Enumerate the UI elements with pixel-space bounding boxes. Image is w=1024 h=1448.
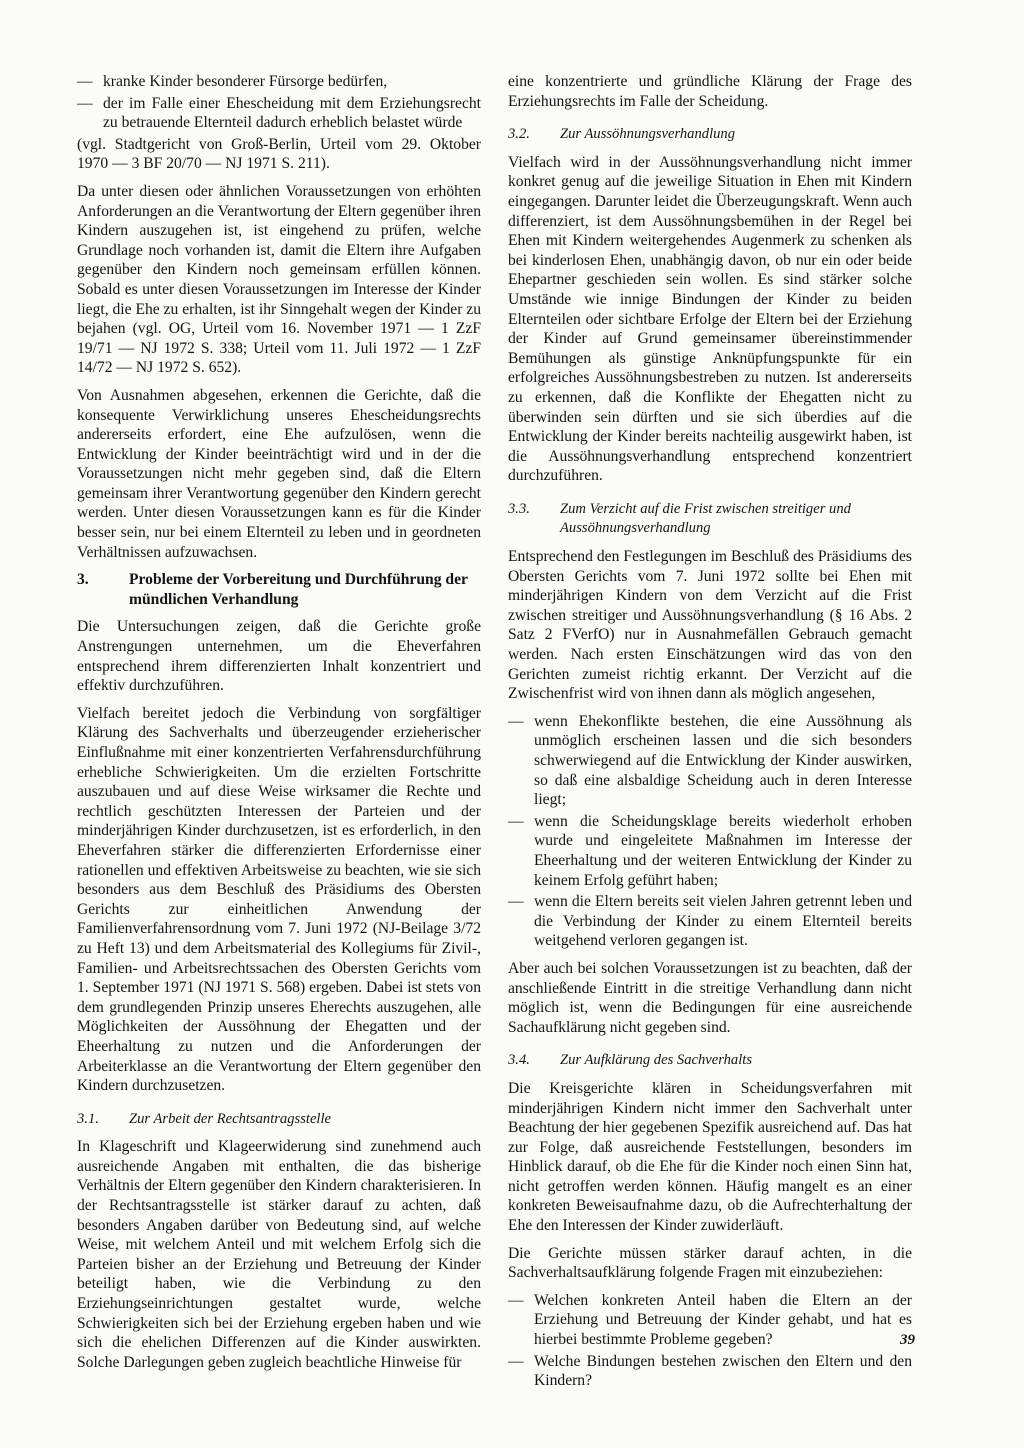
dash-bullet: —: [77, 73, 93, 90]
list-item: [508, 812, 912, 890]
paragraph: Vielfach wird in der Aussöhnungsverhandlung nicht immer konkret genug auf die jeweilige Situation in Ehen mit Kindern eingegangen. Darunter leidet die Überzeugungskraft. Wenn auch differenziert, ist dem Aussöhnungsbemühen in der Regel bei Ehen mit Kindern weitergehendes Augenmerk zu schenken als bei kinderlosen Ehen, unabhängig davon, ob nur ein oder beide Ehepartner geschieden sein wollen. Es sind stärker solche Umstände wie innige Bindungen der Kinder zu beiden Elternteilen oder sichtbare Erfolge der Eltern bei der Erziehung der Kinder auf Grund gemeinsamer übereinstimmender Bemühungen als günstige Anknüpfungspunkte für ein erfolgreiches Aussöhnungsbestreben zu nutzen. Ist andererseits zu erkennen, daß die Konflikte der Ehegatten nicht zu überwinden sein dürften und sie sich überdies auf die Entwicklung der Kinder bereits nachteilig ausgewirkt haben, ist die Aussöhnungsverhandlung entsprechend konzentriert durchzuführen.: [508, 153, 912, 485]
section-number: 3.2.: [508, 126, 530, 143]
paragraph: Vielfach bereitet jedoch die Verbindung von sorgfältiger Klärung des Sachverhalts und überzeugender erzieherischer Einflußnahme mit einer konzentrierten Verfahrensdurchführung erhebliche Schwierigkeiten. Um die erzielten Fortschritte auszubauen und auf diese Weise wirksamer die Rechte und rechtlich geschützten Interessen der Parteien und der minderjährigen Kinder durchzusetzen, ist es erforderlich, in den Eheverfahren stärker die differenzierten Erfordernisse einer rationellen und effektiven Arbeitsweise zu beachten, wie sie sich besonders aus dem Beschluß des Präsidiums des Obersten Gerichts zur einheitlichen Anwendung der Familienverfahrensordnung vom 7. Juni 1972 (NJ-Beilage 3/72 zu Heft 13) und dem Arbeitsmaterial des Kollegiums für Zivil-, Familien- und Arbeitsrechtssachen des Obersten Gerichts vom 1. September 1971 (NJ 1971 S. 568) ergeben. Dabei ist stets von dem grundlegenden Prinzip unseres Eherechts auszugehen, alle Möglichkeiten der Aussöhnung der Ehegatten und der Eheerhaltung zu nutzen und die Anforderungen der Arbeiterklasse an die Verantwortung der Eltern gegenüber den Kindern durchzusetzen.: [77, 704, 481, 1095]
section-number: 3.3.: [508, 500, 530, 517]
section-number: 3.1.: [77, 1110, 99, 1127]
list-item: [77, 94, 481, 133]
page-number: 39: [900, 1332, 915, 1348]
paragraph: In Klageschrift und Klageerwiderung sind zunehmend auch ausreichende Angaben mit enthalten, die das bisherige Verhältnis der Eltern gegenüber den Kindern charakterisieren. In der Rechtsantragsstelle ist stärker darauf zu achten, daß besonders Angaben darüber von Bedeutung sind, auf welche Weise, mit welchem Anteil und mit welchem Erfolg sich die Parteien bisher an der Erziehung und Betreuung der Kinder beteiligt haben, wie die Verbindung zu den Erziehungseinrichtungen gestaltet wurde, welche Schwierigkeiten sich bei der Erziehung ergeben haben und wie sich die ehelichen Differenzen auf die Kinder auswirkten. Solche Darlegungen geben zugleich beachtliche Hinweise für: [77, 1138, 481, 1371]
list-item-text: Welche Bindungen bestehen zwischen den Eltern und den Kindern?: [534, 1352, 912, 1390]
paragraph: Da unter diesen oder ähnlichen Voraussetzungen von erhöhten Anforderungen an die Verantwortung der Eltern gegenüber ihren Kindern auszugehen ist, ist eingehend zu prüfen, welche Grundlage noch vorhanden ist, damit die Eltern ihre Aufgaben gegenüber den Kindern noch gemeinsam erfüllen können. Sobald es unter diesen Voraussetzungen im Interesse der Kinder liegt, die Ehe zu erhalten, ist ihr Sinngehalt wegen der Kinder zu bejahen (vgl. OG, Urteil vom 16. November 1971 — 1 ZzF 19/71 — NJ 1972 S. 338; Urteil vom 11. Juli 1972 — 1 ZzF 14/72 — NJ 1972 S. 652).: [77, 182, 482, 377]
paragraph: Die Gerichte müssen stärker darauf achten, in die Sachverhaltsaufklärung folgende Fragen mit einzubeziehen:: [508, 1244, 912, 1282]
dash-bullet: —: [508, 1352, 524, 1370]
citation-paragraph: (vgl. Stadtgericht von Groß-Berlin, Urteil vom 29. Oktober 1970 — 3 BF 20/70 — NJ 1971 S. 211).: [77, 135, 481, 173]
subsection-heading-3-4: [508, 1051, 912, 1071]
subsection-heading-3-1: [77, 1110, 481, 1130]
list-item: [508, 712, 912, 810]
list-item-text: der im Falle einer Ehescheidung mit dem Erziehungsrecht zu betrauende Elternteil dadurch erheblich belastet würde: [103, 94, 481, 132]
dash-bullet: —: [508, 812, 524, 830]
section-heading-3: [77, 570, 481, 609]
dash-bullet: —: [508, 1291, 524, 1309]
left-column: [77, 72, 481, 1380]
section-number: 3.: [77, 571, 89, 589]
paragraph: Entsprechend den Festlegungen im Beschluß des Präsidiums des Obersten Gerichts vom 7. Juni 1972 sollte bei Ehen mit minderjährigen Kindern von dem Verzicht auf die Frist zwischen streitiger und Aussöhnungsverhandlung (§ 16 Abs. 2 Satz 2 FVerfO) nur in Ausnahmefällen Gebrauch gemacht werden. Nach ersten Einschätzungen wird das von den Gerichten zumeist richtig erkannt. Der Verzicht auf die Zwischenfrist wird von ihnen dann als möglich angesehen,: [508, 548, 912, 703]
paragraph: Die Kreisgerichte klären in Scheidungsverfahren mit minderjährigen Kindern nicht immer den Sachverhalt unter Beachtung der hier gegebenen Spezifik ausreichend auf. Das hat zur Folge, daß ausreichende Feststellungen, besonders im Hinblick darauf, ob die Ehe für die Kinder noch einen Sinn hat, nicht getroffen werden können. Häufig mangelt es an einer konkreten Beweisaufnahme dazu, ob die Aufrechterhaltung der Ehe den Interessen der Kinder zuwiderläuft.: [508, 1079, 912, 1235]
list-item-text: kranke Kinder besonderer Fürsorge bedürfen,: [103, 73, 388, 90]
dash-bullet: —: [508, 712, 524, 730]
section-title: Zur Arbeit der Rechtsantragsstelle: [129, 1110, 332, 1127]
dash-bullet: —: [77, 94, 93, 112]
dash-bullet: —: [508, 893, 524, 911]
subsection-heading-3-2: [508, 125, 912, 145]
section-title: Zum Verzicht auf die Frist zwischen streitiger und Aussöhnungsverhandlung: [560, 500, 851, 537]
list-item: [508, 1352, 912, 1391]
list-item-text: wenn die Scheidungsklage bereits wiederholt erhoben wurde und eingeleitete Maßnahmen im Interesse der Eheerhaltung und der weiteren Entwicklung der Kinder zu keinem Erfolg geführt haben;: [534, 812, 912, 889]
list-item: [508, 1291, 912, 1350]
list-item: [77, 72, 481, 92]
list-item: [508, 892, 912, 951]
section-number: 3.4.: [508, 1052, 530, 1069]
section-title: Zur Aufklärung des Sachverhalts: [560, 1052, 753, 1069]
section-title: Probleme der Vorbereitung und Durchführung der mündlichen Verhandlung: [129, 571, 468, 608]
paragraph: eine konzentrierte und gründliche Klärung der Frage des Erziehungsrechts im Falle der Scheidung.: [508, 73, 912, 110]
paragraph: Von Ausnahmen abgesehen, erkennen die Gerichte, daß die konsequente Verwirklichung unseres Ehescheidungsrechts andererseits erfordert, eine Ehe aufzulösen, wenn die Entwicklung der Kinder beeinträchtigt wird und in der die Voraussetzungen nicht mehr gegeben sind, daß die Eltern gemeinsam ihrer Verantwortung gegenüber den Kindern gerecht werden. Unter diesen Voraussetzungen kann es für die Kinder besser sein, nur bei einem Elternteil zu leben und in geordneten Verhältnissen aufzuwachsen.: [77, 386, 481, 561]
section-title: Zur Aussöhnungsverhandlung: [560, 126, 736, 143]
subsection-heading-3-3: [508, 500, 912, 539]
list-item-text: wenn die Eltern bereits seit vielen Jahren getrennt leben und die Verbindung der Kinder zu einem Elternteil bereits weitgehend verloren gegangen ist.: [534, 893, 912, 950]
list-item-text: Welchen konkreten Anteil haben die Eltern an der Erziehung und Betreuung der Kinder gehabt, und hat es hierbei bestimmte Probleme gegeben?: [534, 1291, 912, 1349]
list-item-text: wenn Ehekonflikte bestehen, die eine Aussöhnung als unmöglich erscheinen lassen und die sich besonders schwerwiegend auf die Entwicklung der Kinder auswirken, so daß eine alsbaldige Scheidung auch in deren Interesse liegt;: [534, 712, 912, 809]
paragraph: Aber auch bei solchen Voraussetzungen ist zu beachten, daß der anschließende Eintritt in die streitige Verhandlung dann nicht möglich ist, wenn die Bedingungen für eine ausreichende Sachaufklärung nicht gegeben sind.: [508, 959, 912, 1036]
paragraph: Die Untersuchungen zeigen, daß die Gerichte große Anstrengungen unternehmen, um die Eheverfahren entsprechend ihrem differenzierten Inhalt konzentriert und effektiv durchzuführen.: [77, 618, 481, 695]
right-column: [508, 72, 912, 1393]
